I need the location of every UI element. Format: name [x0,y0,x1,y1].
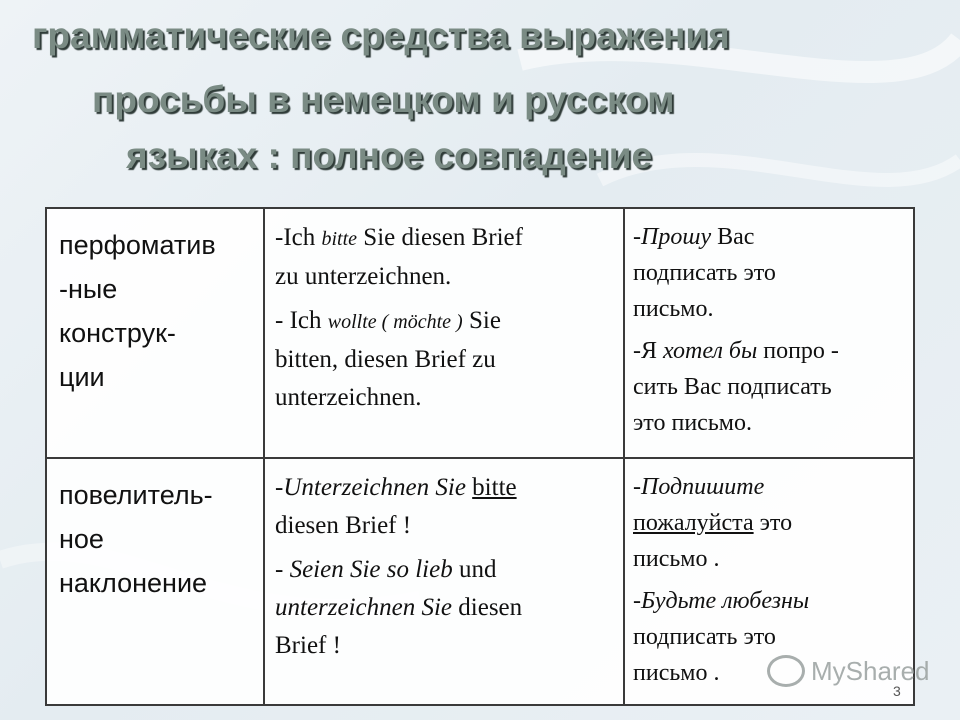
category-line: конструк- [59,318,176,348]
category-cell [46,208,264,458]
russian-example-a-cont: подписать это [633,260,776,286]
german-cell [264,458,624,705]
table-row [46,208,914,458]
category-line: наклонение [59,568,208,598]
russian-example-a-cont: письмо. [633,296,714,322]
watermark [767,655,930,687]
german-example-a-cont: diesen Brief ! [275,512,412,539]
comparison-table [45,207,915,706]
russian-example-a: -Прошу Вас [633,224,755,250]
title-line-3: языках : полное совпадение [126,135,653,176]
german-example-a: -Unterzeichnen Sie bitte [275,474,517,501]
german-example-b-cont: bitten, diesen Brief zu [275,346,496,373]
category-cell [46,458,264,705]
category-line: повелитель- [59,480,213,510]
german-example-b-cont: unterzeichnen. [275,384,422,411]
watermark-logo-icon [767,655,805,687]
german-example-a-cont: zu unterzeichnen. [275,263,452,290]
german-cell [264,208,624,458]
german-example-b: - Seien Sie so lieb und [275,556,497,583]
page-number: 3 [893,683,901,699]
category-line: перфоматив [59,230,216,260]
category-line: ное [59,524,104,554]
category-line: ции [59,362,105,392]
german-example-a: -Ich bitte Sie diesen Brief [275,224,523,251]
title-line-2: просьбы в немецком и русском [92,79,675,120]
russian-example-b: -Будьте любезны [633,588,810,614]
russian-example-b-cont: это письмо. [633,410,752,436]
russian-cell [624,208,914,458]
russian-example-b: -Я хотел бы попро - [633,338,839,364]
german-example-b-cont: unterzeichnen Sie diesen [275,594,523,621]
german-example-b: - Ich wollte ( möchte ) Sie [275,307,501,334]
russian-example-a: -Подпишите [633,474,765,500]
category-line: -ные [59,274,118,304]
german-example-b-cont: Brief ! [275,632,341,659]
russian-example-b-cont: подписать это [633,624,776,650]
watermark-text: MyShared [811,655,930,686]
russian-example-a-cont: письмо . [633,546,720,572]
russian-example-a-cont: пожалуйста это [633,510,793,536]
title-line-1: грамматические средства выражения [32,15,730,56]
russian-example-b-cont: письмо . [633,660,720,686]
russian-example-b-cont: сить Вас подписать [633,374,832,400]
